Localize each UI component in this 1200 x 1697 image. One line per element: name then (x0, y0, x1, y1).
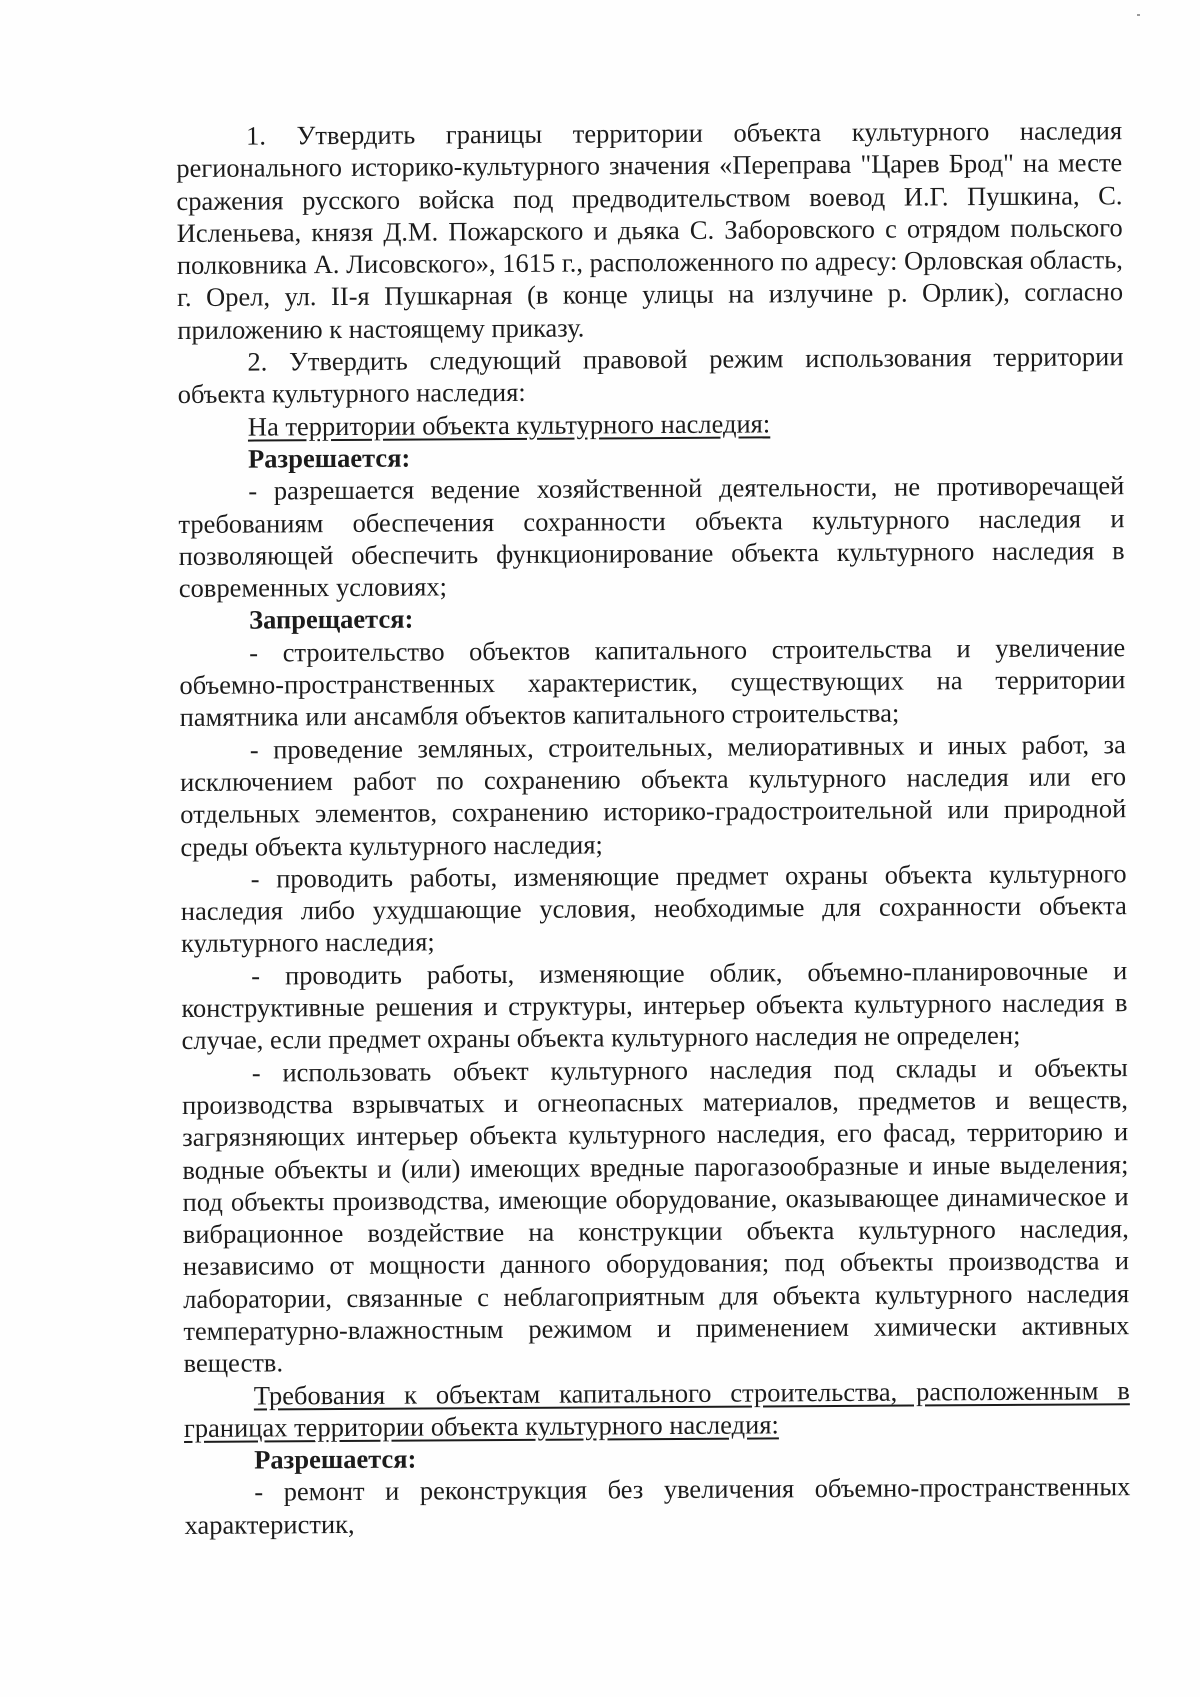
prohibited-label: Запрещается: (248, 604, 414, 636)
prohibited-item: - проводить работы, изменяющие предмет охраны объекта культурного наследия либо ухудшающие условия, необходимые для сохранности объекта культурного наследия; (180, 858, 1127, 959)
allowed-label: Разрешается: (247, 442, 411, 474)
allowed-label: Разрешается: (254, 1443, 417, 1475)
allowed-item: - разрешается ведение хозяйственной деятельности, не противоречащей требованиям обеспечения сохранности объекта культурного наследия и позволяющей обеспечить функционирование объекта культурного наследия в современных условиях; (178, 470, 1125, 604)
prohibited-item: - проведение земляных, строительных, мелиоративных и иных работ, за исключением работ по сохранению объекта культурного наследия или его отдельных элементов, сохранению историко-градостроительной или природной среды объекта культурного наследия; (179, 728, 1127, 862)
prohibited-item: - использовать объект культурного наследия под склады и объекты производства взрывчатых и огнеопасных материалов, предметов и веществ, загрязняющих интерьер объекта культурного наследия, его фасад, территорию и водные объекты и (или) имеющих вредные парогазообразные и иные выделения; под объекты производства, имеющие оборудование, оказывающее динамическое и вибрационное воздействие на конструкции объекта культурного наследия, независимо от мощности данного оборудования; под объекты производства и лаборатории, связанные с неблагоприятным для объекта культурного наследия температурно-влажностным режимом и применением химически активных веществ. (181, 1051, 1130, 1379)
prohibited-item: - проводить работы, изменяющие облик, объемно-планировочные и конструктивные решения и структуры, интерьер объекта культурного наследия в случае, если предмет охраны объекта культурного наследия не определен; (181, 954, 1128, 1056)
allowed-item: - ремонт и реконструкция без увеличения объемно-пространственных характеристик, (184, 1471, 1131, 1540)
prohibited-item: - строительство объектов капитального строительства и увеличение объемно-пространственных характеристик, существующих на территории памятника или ансамбля объектов капитального строительства; (179, 631, 1126, 733)
scan-artifact (1137, 14, 1140, 16)
section-heading-capital-construction: Требования к объектам капитального строительства, расположенным в границах территории объекта культурного наследия: (183, 1374, 1130, 1443)
document-body (176, 114, 1131, 1541)
order-item-1: 1. Утвердить границы территории объекта культурного наследия регионального историко-культурного значения «Переправа "Царев Брод" на месте сражения русского войска под предводительством воевод И.Г. Пушкина, С. Исленьева, князя Д.М. Пожарского и дьяка С. Заборовского с отрядом польского полковника А. Лисовского», 1615 г., расположенного по адресу: Орловская область, г. Орел, ул. II-я Пушкарная (в конце улицы на излучине р. Орлик), согласно приложению к настоящему приказу. (176, 115, 1124, 345)
section-heading-territory: На территории объекта культурного наследия: (247, 408, 771, 442)
order-item-2: 2. Утвердить следующий правовой режим использования территории объекта культурного наследия: (177, 341, 1124, 410)
